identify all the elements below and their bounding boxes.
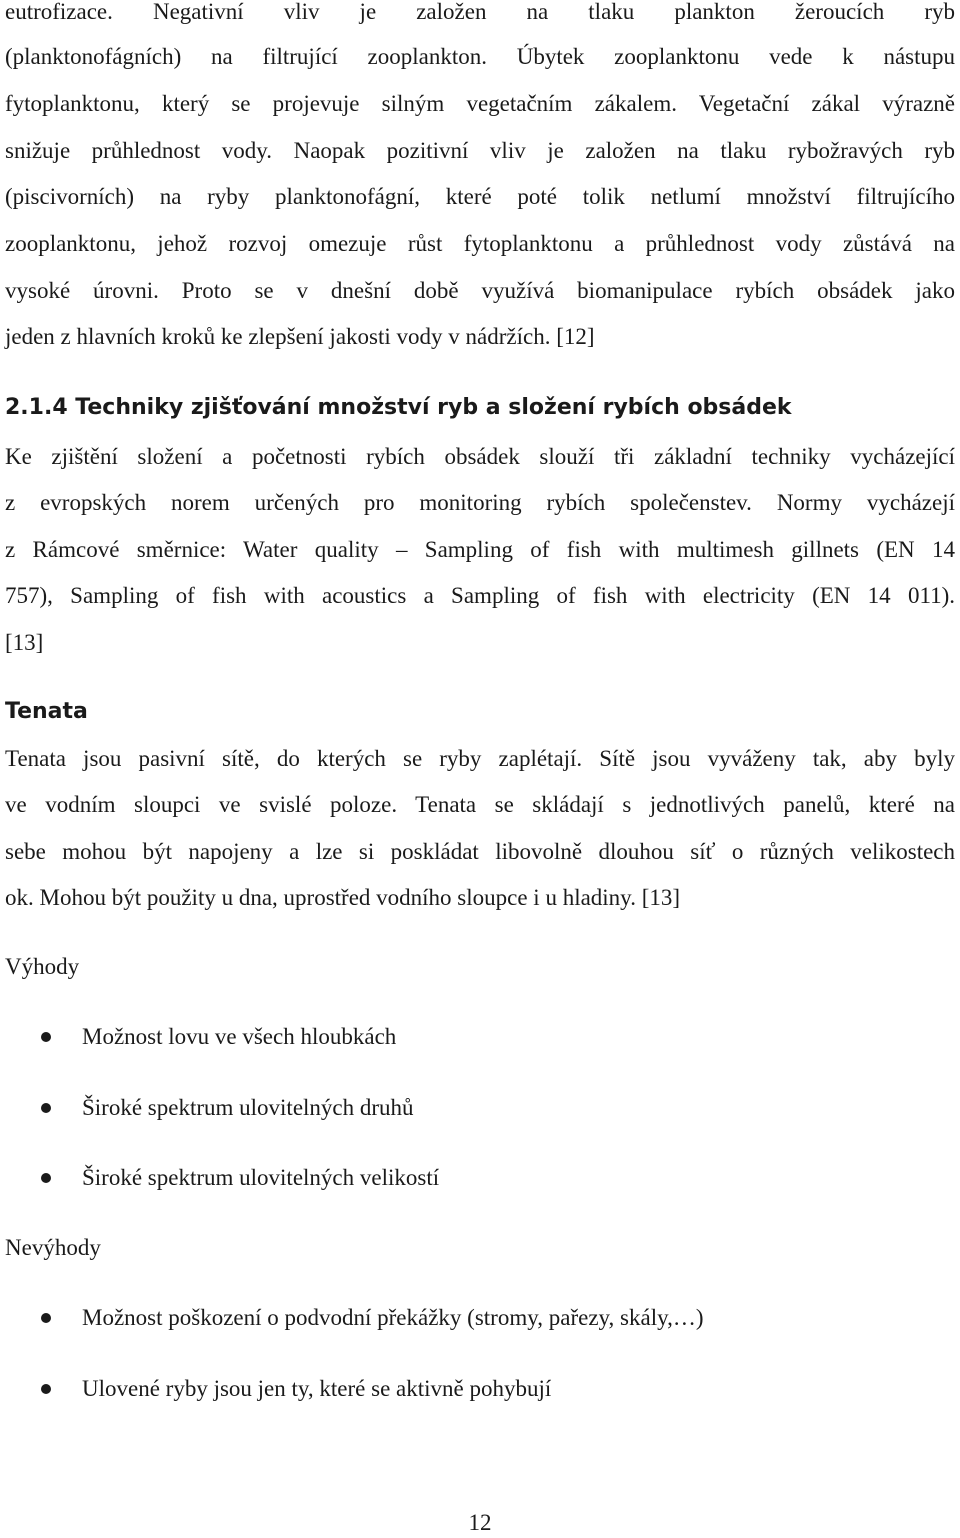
list-item-text: Široké spektrum ulovitelných velikostí [82, 1165, 440, 1190]
text-line: eutrofizace. Negativní vliv je založen na tlaku plankton žeroucích ryb [5, 0, 955, 24]
section-heading: 2.1.4 Techniky zjišťování množství ryb a složení rybích obsádek [5, 395, 792, 420]
page-number: 12 [468, 1510, 492, 1535]
bullet-icon [41, 1103, 51, 1113]
bullet-icon [41, 1173, 51, 1183]
bullet-icon [41, 1384, 51, 1394]
text-line: snižuje průhlednost vody. Naopak pozitivní vliv je založen na tlaku rybožravých ryb [5, 138, 955, 163]
text-line: sebe mohou být napojeny a lze si poskládat libovolně dlouhou síť o různých velikostech [5, 839, 955, 864]
text-line: ok. Mohou být použity u dna, uprostřed vodního sloupce i u hladiny. [13] [5, 885, 681, 910]
text-line: z evropských norem určených pro monitoring rybích společenstev. Normy vycházejí [5, 490, 955, 515]
subheading-tenata: Tenata [5, 699, 88, 724]
text-line: fytoplanktonu, který se projevuje silným vegetačním zákalem. Vegetační zákal výrazně [5, 91, 955, 116]
text-line: [13] [5, 630, 44, 655]
list-item-text: Široké spektrum ulovitelných druhů [82, 1095, 414, 1120]
list-item [0, 1374, 960, 1404]
bullet-icon [41, 1313, 51, 1323]
bullet-icon [41, 1032, 51, 1042]
disadvantages-label: Nevýhody [5, 1235, 101, 1260]
text-line: 757), Sampling of fish with acoustics a Sampling of fish with electricity (EN 14 011). [5, 583, 955, 608]
text-line: ve vodním sloupci ve svislé poloze. Tenata se skládají s jednotlivých panelů, které na [5, 792, 955, 817]
list-item-text: Ulovené ryby jsou jen ty, které se aktivně pohybují [82, 1376, 552, 1401]
text-line: zooplanktonu, jehož rozvoj omezuje růst fytoplanktonu a průhlednost vody zůstává na [5, 231, 955, 256]
text-line: (piscivorních) na ryby planktonofágní, které poté tolik netlumí množství filtrujícího [5, 184, 955, 209]
advantages-label: Výhody [5, 954, 80, 979]
text-line: z Rámcové směrnice: Water quality – Sampling of fish with multimesh gillnets (EN 14 [5, 537, 955, 562]
list-item [0, 1093, 960, 1123]
text-line: Ke zjištění složení a početnosti rybích obsádek slouží tři základní techniky vycházející [5, 444, 955, 469]
list-item-text: Možnost lovu ve všech hloubkách [82, 1024, 397, 1049]
text-line: vysoké úrovni. Proto se v dnešní době využívá biomanipulace rybích obsádek jako [5, 278, 955, 303]
list-item-text: Možnost poškození o podvodní překážky (stromy, pařezy, skály,…) [82, 1305, 704, 1330]
list-item [0, 1022, 960, 1052]
list-item [0, 1303, 960, 1333]
text-line: jeden z hlavních kroků ke zlepšení jakosti vody v nádržích. [12] [5, 324, 595, 349]
text-line: Tenata jsou pasivní sítě, do kterých se ryby zaplétají. Sítě jsou vyváženy tak, aby byly [5, 746, 955, 771]
text-line: (planktonofágních) na filtrující zooplankton. Úbytek zooplanktonu vede k nástupu [5, 44, 955, 69]
list-item [0, 1163, 960, 1193]
